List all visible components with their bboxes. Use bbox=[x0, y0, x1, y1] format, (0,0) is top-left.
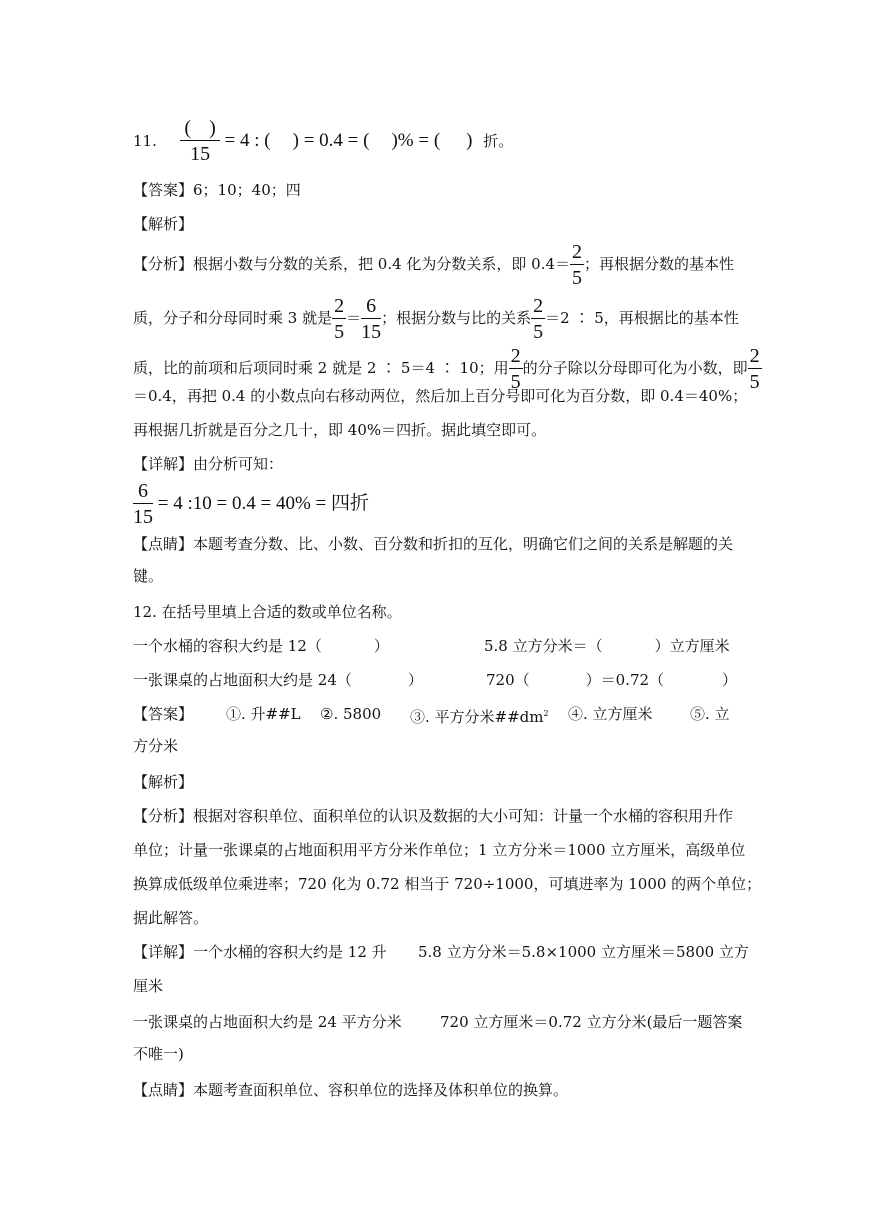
q12-detail-line3: 一张课桌的占地面积大约是 24 平方分米 bbox=[133, 1013, 402, 1031]
fraction-6-15: $\frac{6}{15}$ bbox=[133, 480, 153, 528]
row-text: ） bbox=[722, 671, 738, 689]
fraction-6-15: $\frac{6}{15}$ bbox=[361, 295, 382, 343]
q12-row1-left bbox=[133, 636, 389, 656]
q12-detail-line3b: 720 立方厘米＝0.72 立方分米(最后一题答案 bbox=[440, 1013, 743, 1031]
q12-fenxi-line2: 单位；计量一张课桌的占地面积用平方分米作单位；1 立方分米＝1000 立方厘米，高级单位 bbox=[133, 841, 746, 859]
answer-label: 【答案】 bbox=[133, 705, 194, 723]
detail-equation-text: = 4 :10 = 0.4 = 40% = 四折 bbox=[157, 493, 369, 514]
q12-answer-4: ④. 立方厘米 bbox=[568, 705, 653, 723]
fenxi-label: 【分析】 bbox=[133, 807, 194, 825]
q11-fenxi-line3 bbox=[133, 345, 762, 393]
fenxi-text: 质，分子和分母同时乘 3 就是 bbox=[133, 309, 333, 327]
q12-row2-right bbox=[486, 670, 737, 690]
fenxi-text: ＝2 ∶ 5，再根据比的基本性 bbox=[545, 309, 739, 327]
row-text: 一个水桶的容积大约是 12（ bbox=[133, 637, 322, 655]
detail-label: 【详解】 bbox=[133, 455, 194, 473]
q11-fenxi-line2 bbox=[133, 295, 739, 343]
q12-answer-5-cont: 方分米 bbox=[133, 737, 179, 755]
q12-answer-2: ②. 5800 bbox=[320, 705, 382, 723]
fraction-2-5: $\frac{2}{5}$ bbox=[334, 295, 345, 343]
dianjing-label: 【点睛】 bbox=[133, 1081, 194, 1099]
q12-dianjing bbox=[133, 1080, 568, 1100]
q11-eq-part4: ) bbox=[466, 130, 473, 151]
detail-text: 一个水桶的容积大约是 12 升 bbox=[193, 943, 387, 961]
fenxi-text: ；根据分数与比的关系 bbox=[381, 309, 532, 327]
q12-analysis-label: 【解析】 bbox=[133, 773, 194, 791]
answer-text: ③. 平方分米##dm bbox=[410, 708, 544, 726]
q11-denominator: 15 bbox=[190, 143, 211, 165]
fenxi-label: 【分析】 bbox=[133, 255, 194, 273]
fenxi-text: 质，比的前项和后项同时乘 2 就是 2 ∶ 5＝4 ∶ 10；用 bbox=[133, 359, 509, 377]
q11-eq-part2: ) = 0.4 = ( bbox=[292, 130, 370, 151]
q11-eq-part1: = 4 : ( bbox=[224, 130, 271, 151]
dianjing-text: 本题考查分数、比、小数、百分数和折扣的互化，明确它们之间的关系是解题的关 bbox=[193, 535, 734, 553]
detail-text: 由分析可知： bbox=[193, 455, 284, 473]
q12-detail-line2: 厘米 bbox=[133, 977, 164, 995]
q12-detail-line1b: 5.8 立方分米＝5.8×1000 立方厘米＝5800 立方 bbox=[418, 943, 749, 961]
q11-number: 11. bbox=[133, 132, 157, 150]
q11-tail: 折。 bbox=[483, 132, 514, 150]
q12-detail-line4: 不唯一) bbox=[133, 1045, 184, 1063]
q12-fenxi-line3: 换算成低级单位乘进率；720 化为 0.72 相当于 720÷1000，可填进率为 1000 的两个单位； bbox=[133, 875, 762, 893]
row-text: ）＝0.72（ bbox=[585, 671, 665, 689]
fraction-2-5: $\frac{2}{5}$ bbox=[510, 345, 521, 393]
row-text: 5.8 立方分米＝（ bbox=[484, 637, 603, 655]
q11-question bbox=[133, 118, 513, 166]
q12-title: 12. 在括号里填上合适的数或单位名称。 bbox=[133, 603, 402, 621]
row-text: ） bbox=[373, 637, 389, 655]
answer-text: 6；10；40；四 bbox=[193, 181, 301, 199]
q12-answer-5: ⑤. 立 bbox=[690, 705, 730, 723]
q11-answer bbox=[133, 180, 301, 200]
fraction-2-5: $\frac{2}{5}$ bbox=[533, 295, 544, 343]
q11-eq-part3: )% = ( bbox=[391, 130, 441, 151]
row-text: 720（ bbox=[486, 671, 530, 689]
fenxi-text: 根据对容积单位、面积单位的认识及数据的大小可知：计量一个水桶的容积用升作 bbox=[193, 807, 734, 825]
q11-fenxi-line5: 再根据几折就是百分之几十，即 40%＝四折。据此填空即可。 bbox=[133, 421, 547, 439]
q12-fenxi-line4: 据此解答。 bbox=[133, 909, 209, 927]
q12-answer-3 bbox=[410, 704, 549, 727]
fraction-2-5: $\frac{2}{5}$ bbox=[749, 345, 760, 393]
q11-detail bbox=[133, 454, 283, 474]
q11-fenxi-line1 bbox=[133, 241, 735, 289]
q11-analysis-label: 【解析】 bbox=[133, 215, 194, 233]
q12-answer bbox=[133, 704, 193, 724]
superscript: 2 bbox=[543, 709, 549, 718]
q12-row1-right bbox=[484, 636, 730, 656]
fraction-2-5: $\frac{2}{5}$ bbox=[572, 241, 583, 289]
fenxi-text: ；再根据分数的基本性 bbox=[584, 255, 735, 273]
q11-dianjing-line1 bbox=[133, 534, 733, 554]
q11-detail-equation bbox=[133, 480, 369, 526]
dianjing-text: 本题考查面积单位、容积单位的选择及体积单位的换算。 bbox=[193, 1081, 569, 1099]
answer-label: 【答案】 bbox=[133, 181, 194, 199]
q11-fraction bbox=[180, 118, 219, 164]
row-text: ） bbox=[407, 671, 423, 689]
q12-answer-1: ①. 升##L bbox=[226, 705, 301, 723]
row-text: ）立方厘米 bbox=[654, 637, 730, 655]
q12-detail-line1 bbox=[133, 942, 387, 962]
row-text: 一张课桌的占地面积大约是 24（ bbox=[133, 671, 352, 689]
q11-fenxi-line4: ＝0.4，再把 0.4 的小数点向右移动两位，然后加上百分号即可化为百分数，即 0.4＝40%； bbox=[133, 387, 748, 405]
fenxi-text: 根据小数与分数的关系，把 0.4 化为分数关系，即 0.4＝ bbox=[193, 255, 571, 273]
q12-fenxi-line1 bbox=[133, 806, 733, 826]
q12-row2-left bbox=[133, 670, 423, 690]
dianjing-label: 【点睛】 bbox=[133, 535, 194, 553]
detail-label: 【详解】 bbox=[133, 943, 194, 961]
paren-right: ) bbox=[209, 117, 216, 139]
fenxi-text: 的分子除以分母即可化为小数，即 bbox=[522, 359, 748, 377]
fenxi-text: ＝ bbox=[346, 309, 362, 327]
paren-left: ( bbox=[184, 117, 192, 139]
q11-dianjing-line2: 键。 bbox=[133, 567, 164, 585]
